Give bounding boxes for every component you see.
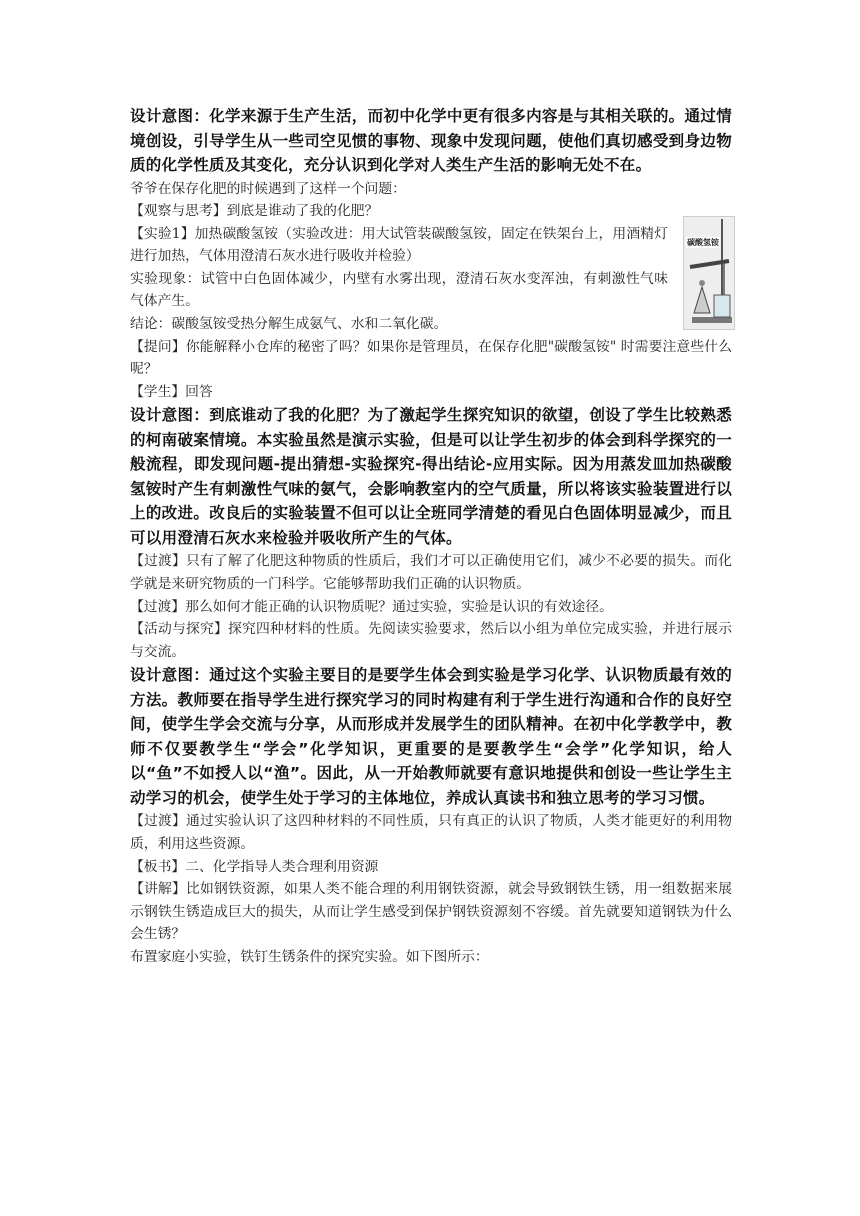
design-intent-3: 设计意图：通过这个实验主要目的是要学生体会到实验是学习化学、认识物质最有效的方法。教师要在指导学生进行探究学习的同时构建有利于学生进行沟通和合作的良好空间，使学生学会交流与分享，从而形成并发展学生的团队精神。在初中化学教学中，教师不仅要教学生“学会”化学知识，更重要的是要教学生“会学”化学知识，给人以“鱼”不如授人以“渔”。因此，从一开始教师就要有意识地提供和创设一些让学生主动学习的机会，使学生处于学习的主体地位，养成认真读书和独立思考的学习习惯。: [130, 666, 732, 807]
paragraph-board: 【板书】二、化学指导人类合理利用资源: [130, 858, 379, 875]
paragraph-observe: 【观察与思考】到底是谁动了我的化肥？: [130, 203, 379, 220]
document-body: [130, 104, 732, 969]
paragraph-student: 【学生】回答: [130, 383, 213, 400]
paragraph-intro: 爷爷在保存化肥的时候遇到了这样一个问题：: [130, 180, 406, 197]
paragraph-conclusion: 结论：碳酸氢铵受热分解生成氨气、水和二氧化碳。: [130, 316, 448, 333]
paragraph-transition-2: 【过渡】那么如何才能正确的认识物质呢？通过实验，实验是认识的有效途径。: [130, 598, 613, 615]
paragraph-homework: 布置家庭小实验，铁钉生锈条件的探究实验。如下图所示：: [130, 948, 489, 965]
paragraph-explain: 【讲解】比如钢铁资源，如果人类不能合理的利用钢铁资源，就会导致钢铁生锈，用一组数据来展示钢铁生锈造成巨大的损失，从而让学生感受到保护钢铁资源刻不容缓。首先就要知道钢铁为什么会生锈？: [130, 881, 732, 943]
paragraph-phenomenon: 实验现象：试管中白色固体减少，内壁有水雾出现，澄清石灰水变浑浊，有刺激性气味气体产生。: [130, 270, 668, 310]
apparatus-drawing: [684, 217, 734, 329]
paragraph-transition-3: 【过渡】通过实验认识了这四种材料的不同性质，只有真正的认识了物质，人类才能更好的利用物质，利用这些资源。: [130, 813, 732, 852]
design-intent-2: 设计意图：到底谁动了我的化肥？为了激起学生探究知识的欲望，创设了学生比较熟悉的柯南破案情境。本实验虽然是演示实验，但是可以让学生初步的体会到科学探究的一般流程，即发现问题-提出猜想-实验探究-得出结论-应用实际。因为用蒸发皿加热碳酸氢铵时产生有刺激性气味的氨气，会影响教室内的空气质量，所以将该实验装置进行以上的改进。改良后的实验装置不但可以让全班同学清楚的看见白色固体明显减少，而且可以用澄清石灰水来检验并吸收所产生的气体。: [130, 406, 732, 547]
paragraph-question: 【提问】你能解释小仓库的秘密了吗？如果你是管理员，在保存化肥"碳酸氢铵" 时需要注意些什么呢？: [130, 338, 732, 378]
experiment-apparatus-image: [683, 216, 735, 330]
design-intent-1: 设计意图：化学来源于生产生活，而初中化学中更有很多内容是与其相关联的。通过情境创设，引导学生从一些司空见惯的事物、现象中发现问题，使他们真切感受到身边物质的化学性质及其变化，充分认识到化学对人类生产生活的影响无处不在。: [130, 107, 732, 174]
paragraph-experiment-1: 【实验1】加热碳酸氢铵（实验改进：用大试管装碳酸氢铵，固定在铁架台上，用酒精灯进行加热，气体用澄清石灰水进行吸收并检验）: [130, 225, 668, 265]
paragraph-activity: 【活动与探究】探究四种材料的性质。先阅读实验要求，然后以小组为单位完成实验，并进行展示与交流。: [130, 621, 732, 660]
paragraph-transition-1: 【过渡】只有了解了化肥这种物质的性质后，我们才可以正确使用它们，减少不必要的损失。而化学就是来研究物质的一门科学。它能够帮助我们正确的认识物质。: [130, 553, 732, 593]
figure-label: 碳酸氢铵: [687, 238, 719, 247]
